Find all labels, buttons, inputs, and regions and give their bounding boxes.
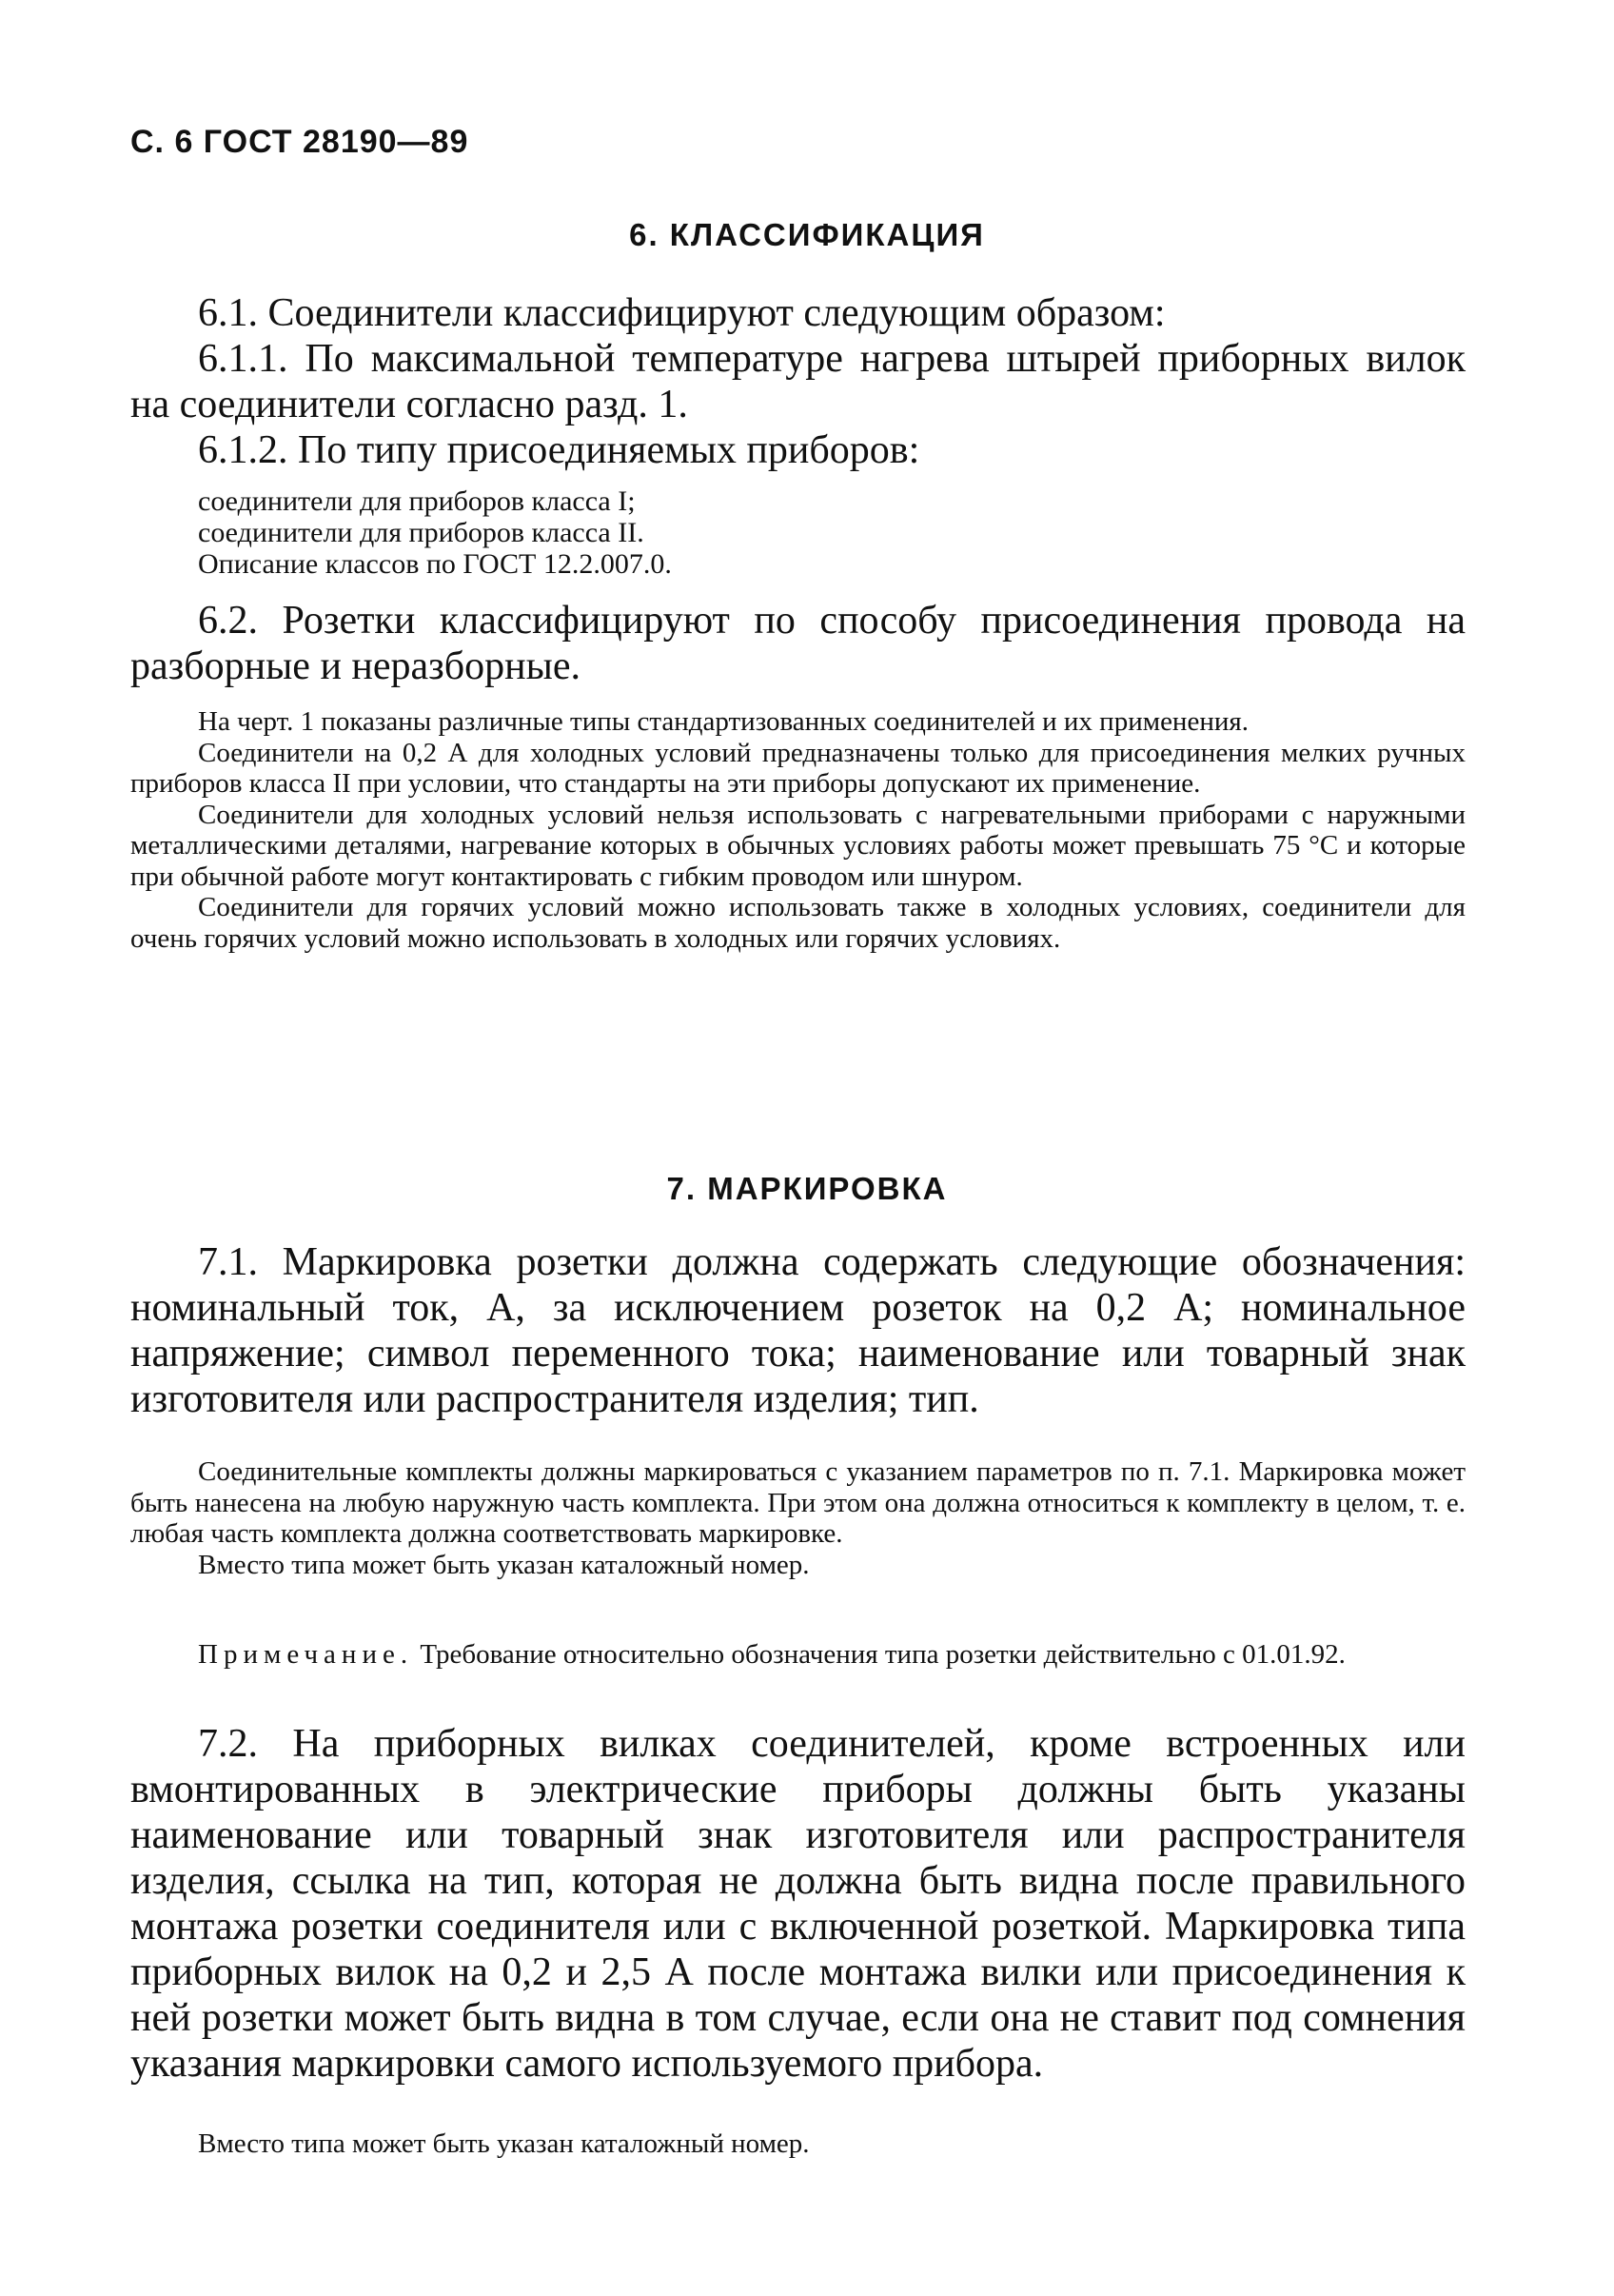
- section-6-notes: [130, 706, 1466, 954]
- note-paragraph: Соединители для горячих условий можно использовать также в холодных условиях, соединители для очень горячих условий можно использовать в холодных или горячих условиях.: [130, 892, 1466, 954]
- class-list: [130, 485, 1466, 580]
- clause-7-2: 7.2. На приборных вилках соединителей, кроме встроенных или вмонтированных в электрические приборы должны быть указаны наименование или товарный знак изготовителя или распространителя изделия, ссылка на тип, которая не должна быть видна после правильного монтажа розетки соединителя или с включенной розеткой. Маркировка типа приборных вилок на 0,2 и 2,5 А после монтажа вилки или присоединения к ней розетки может быть видна в том случае, если она не ставит под сомнения указания маркировки самого используемого прибора.: [130, 1722, 1466, 2086]
- page-header: С. 6 ГОСТ 28190—89: [130, 124, 469, 160]
- clause-7-1-block: [130, 1239, 1466, 1422]
- clause-6-2: 6.2. Розетки классифицируют по способу присоединения провода на разборные и неразборные.: [130, 599, 1466, 688]
- section-6-title: 6. КЛАССИФИКАЦИЯ: [629, 217, 985, 252]
- list-item: Описание классов по ГОСТ 12.2.007.0.: [198, 548, 672, 580]
- clause-7-2-block: [130, 1721, 1466, 2087]
- clause-7-1-notes: [130, 1456, 1466, 1580]
- clause-7-2-note-block: [130, 2128, 1466, 2160]
- remark: [130, 1639, 1466, 1671]
- note-paragraph: Соединители для холодных условий нельзя использовать с нагревательными приборами с наружными металлическими деталями, нагревание которых в обычных условиях работы может превышать 75 °С и которые при обычной работе могут контактировать с гибким проводом или шнуром.: [130, 799, 1466, 892]
- note-paragraph: Вместо типа может быть указан каталожный номер.: [198, 1549, 810, 1580]
- list-item: соединители для приборов класса I;: [198, 485, 636, 517]
- clause-6-1-2: 6.1.2. По типу присоединяемых приборов:: [198, 428, 920, 472]
- section-6-clauses: [130, 290, 1466, 473]
- clause-7-1: 7.1. Маркировка розетки должна содержать следующие обозначения: номинальный ток, А, за исключением розеток на 0,2 А; номинальное напряжение; символ переменного тока; наименование или товарный знак изготовителя или распространителя изделия; тип.: [130, 1240, 1466, 1421]
- section-7-title: 7. МАРКИРОВКА: [666, 1171, 948, 1206]
- note-paragraph: Вместо типа может быть указан каталожный номер.: [198, 2128, 810, 2159]
- clause-6-2-block: [130, 598, 1466, 689]
- note-paragraph: Соединительные комплекты должны маркироваться с указанием параметров по п. 7.1. Маркировка может быть нанесена на любую наружную часть комплекта. При этом она должна относиться к комплекту в целом, т. е. любая часть комплекта должна соответствовать маркировке.: [130, 1456, 1466, 1549]
- remark-text: Требование относительно обозначения типа розетки действительно с 01.01.92.: [413, 1639, 1346, 1670]
- clause-6-1: 6.1. Соединители классифицируют следующим образом:: [198, 291, 1166, 335]
- note-paragraph: Соединители на 0,2 А для холодных условий предназначены только для присоединения мелких ручных приборов класса II при условии, что стандарты на эти приборы допускают их применение.: [130, 737, 1466, 799]
- clause-6-1-1: 6.1.1. По максимальной температуре нагрева штырей приборных вилок на соединители согласно разд. 1.: [130, 337, 1466, 426]
- note-paragraph: На черт. 1 показаны различные типы стандартизованных соединителей и их применения.: [198, 706, 1249, 737]
- remark-label: Примечание.: [198, 1639, 414, 1670]
- list-item: соединители для приборов класса II.: [198, 517, 644, 548]
